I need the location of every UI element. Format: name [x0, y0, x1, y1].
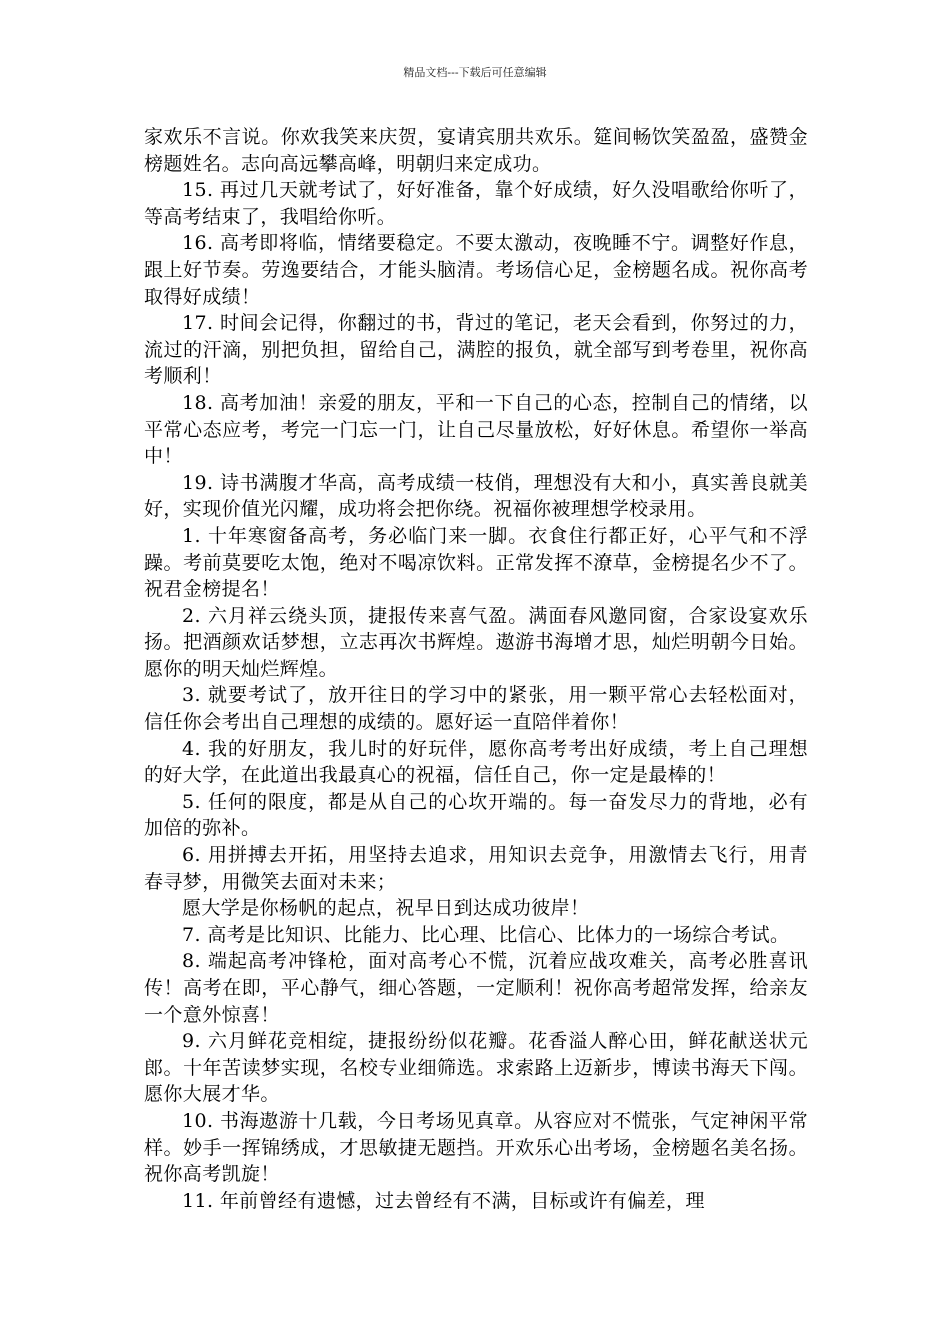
paragraph: 3. 就要考试了，放开往日的学习中的紧张，用一颗平常心去轻松面对，信任你会考出自己理想的成绩的。愿好运一直陪伴着你！	[144, 684, 808, 734]
paragraph: 5. 任何的限度，都是从自己的心坎开端的。每一奋发尽力的背地，必有加倍的弥补。	[144, 790, 808, 840]
paragraph: 1. 十年寒窗备高考，务必临门来一脚。衣食住行都正好，心平气和不浮躁。考前莫要吃太饱，绝对不喝凉饮料。正常发挥不潦草，金榜提名少不了。祝君金榜提名！	[144, 524, 808, 601]
paragraph: 16. 高考即将临，情绪要稳定。不要太激动，夜晚睡不宁。调整好作息，跟上好节奏。劳逸要结合，才能头脑清。考场信心足，金榜题名成。祝你高考取得好成绩！	[144, 232, 808, 308]
paragraph: 10. 书海遨游十几载，今日考场见真章。从容应对不慌张，气定神闲平常样。妙手一挥锦绣成，才思敏捷无题挡。开欢乐心出考场，金榜题名美名扬。祝你高考凯旋！	[144, 1109, 808, 1186]
paragraph: 19. 诗书满腹才华高，高考成绩一枝俏，理想没有大和小，真实善良就美好，实现价值光闪耀，成功将会把你绕。祝福你被理想学校录用。	[144, 471, 808, 521]
paragraph: 4. 我的好朋友，我儿时的好玩伴，愿你高考考出好成绩，考上自己理想的好大学，在此道出我最真心的祝福，信任自己，你一定是最棒的！	[144, 737, 808, 787]
paragraph: 9. 六月鲜花竞相绽，捷报纷纷似花瓣。花香溢人醉心田，鲜花献送状元郎。十年苦读梦实现，名校专业细筛选。求索路上迈新步，博读书海天下闯。愿你大展才华。	[144, 1030, 808, 1106]
paragraph: 18. 高考加油！亲爱的朋友，平和一下自己的心态，控制自己的情绪，以平常心态应考，考完一门忘一门，让自己尽量放松，好好休息。希望你一举高中！	[144, 391, 808, 468]
paragraph: 家欢乐不言说。你欢我笑来庆贺，宴请宾朋共欢乐。筵间畅饮笑盈盈，盛赞金榜题姓名。志向高远攀高峰，明朝归来定成功。	[144, 126, 808, 175]
paragraph: 6. 用拼搏去开拓，用坚持去追求，用知识去竞争，用激情去飞行，用青春寻梦，用微笑去面对未来；	[144, 844, 808, 893]
paragraph: 17. 时间会记得，你翻过的书，背过的笔记，老天会看到，你努过的力，流过的汗滴，别把负担，留给自己，满腔的报负，就全部写到考卷里，祝你高考顺利！	[144, 312, 808, 388]
paragraph: 2. 六月祥云绕头顶，捷报传来喜气盈。满面春风邀同窗，合家设宴欢乐扬。把酒颜欢话梦想，立志再次书辉煌。遨游书海增才思，灿烂明朝今日始。愿你的明天灿烂辉煌。	[144, 604, 808, 680]
paragraph: 15. 再过几天就考试了，好好准备，靠个好成绩，好久没唱歌给你听了，等高考结束了，我唱给你听。	[144, 179, 808, 228]
paragraph: 7. 高考是比知识、比能力、比心理、比信心、比体力的一场综合考试。	[182, 923, 790, 946]
paragraph: 11. 年前曾经有遗憾，过去曾经有不满，目标或许有偏差，理	[182, 1189, 705, 1212]
paragraph: 8. 端起高考冲锋枪，面对高考心不慌，沉着应战攻难关，高考必胜喜讯传！高考在即，平心静气，细心答题，一定顺利！祝你高考超常发挥，给亲友一个意外惊喜！	[144, 950, 808, 1026]
page-header: 精品文档---下载后可任意编辑	[403, 66, 547, 79]
paragraph: 愿大学是你杨帆的起点，祝早日到达成功彼岸！	[182, 897, 590, 920]
document-body	[144, 124, 808, 1214]
